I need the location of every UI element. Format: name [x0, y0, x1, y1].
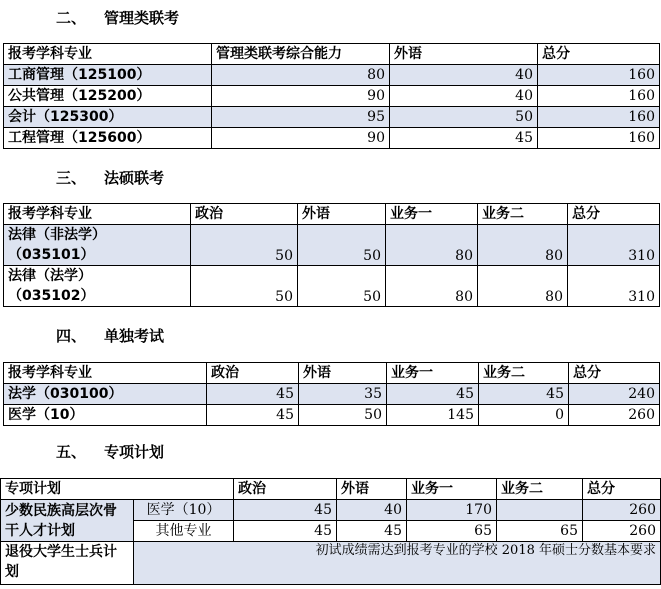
table-row — [1, 542, 661, 585]
col-header-subject-1: 业务一 — [387, 363, 479, 384]
cell-foreign-language: 45 — [390, 128, 538, 149]
col-header-subject-2: 业务二 — [497, 479, 583, 500]
cell-foreign-language: 45 — [337, 521, 407, 542]
cell-total: 160 — [538, 107, 660, 128]
col-header-subject-1: 业务一 — [407, 479, 497, 500]
row-label: 法学（030100） — [4, 384, 207, 405]
col-header-foreign-language: 外语 — [390, 44, 538, 65]
table-row — [4, 86, 660, 107]
col-header-politics: 政治 — [207, 363, 299, 384]
cell-foreign-language: 35 — [299, 384, 387, 405]
section-3-title: 法硕联考 — [104, 169, 165, 187]
cell-subject-2: 80 — [478, 225, 568, 266]
col-header-major: 报考学科专业 — [4, 204, 191, 225]
veteran-plan-note: 初试成绩需达到报考专业的学校 2018 年硕士分数基本要求 — [134, 542, 661, 585]
cell-total: 260 — [583, 500, 661, 521]
col-header-total: 总分 — [568, 204, 660, 225]
cell-subject-2: 65 — [497, 521, 583, 542]
cell-total: 160 — [538, 86, 660, 107]
cell-comprehensive: 90 — [212, 128, 390, 149]
cell-subject-2 — [497, 500, 583, 521]
row-label-minority-plan: 少数民族高层次骨干人才计划 — [1, 500, 134, 542]
section-3-heading — [56, 167, 164, 188]
row-label — [4, 266, 191, 307]
cell-subject-1: 80 — [386, 266, 478, 307]
table-special-plans — [0, 478, 661, 585]
col-header-total: 总分 — [538, 44, 660, 65]
table-row — [1, 500, 661, 521]
cell-subject-1: 170 — [407, 500, 497, 521]
row-label: 工程管理（125600） — [4, 128, 212, 149]
table-management-exam — [3, 43, 660, 149]
cell-comprehensive: 80 — [212, 65, 390, 86]
cell-foreign-language: 50 — [298, 225, 386, 266]
section-4-heading — [56, 325, 164, 346]
cell-total: 310 — [568, 266, 660, 307]
col-header-politics: 政治 — [191, 204, 298, 225]
col-header-politics: 政治 — [234, 479, 337, 500]
section-4-number: 四、 — [56, 327, 87, 345]
row-sublabel: 医学（10） — [134, 500, 234, 521]
col-header-foreign-language: 外语 — [299, 363, 387, 384]
cell-politics: 45 — [207, 405, 299, 426]
col-header-subject-1: 业务一 — [386, 204, 478, 225]
col-header-foreign-language: 外语 — [337, 479, 407, 500]
cell-foreign-language: 50 — [298, 266, 386, 307]
section-5-number: 五、 — [56, 443, 87, 461]
cell-politics: 50 — [191, 266, 298, 307]
cell-politics: 50 — [191, 225, 298, 266]
cell-foreign-language: 40 — [390, 86, 538, 107]
table-row — [4, 65, 660, 86]
table-row — [4, 384, 660, 405]
col-header-subject-2: 业务二 — [479, 363, 569, 384]
table-law-exam — [3, 203, 660, 307]
col-header-major: 报考学科专业 — [4, 363, 207, 384]
cell-subject-1: 145 — [387, 405, 479, 426]
table-header-row — [4, 44, 660, 65]
row-label: 医学（10） — [4, 405, 207, 426]
cell-total: 240 — [569, 384, 660, 405]
section-4-title: 单独考试 — [104, 327, 165, 345]
cell-politics: 45 — [207, 384, 299, 405]
cell-foreign-language: 40 — [337, 500, 407, 521]
row-label: 会计（125300） — [4, 107, 212, 128]
col-header-total: 总分 — [583, 479, 661, 500]
cell-subject-2: 45 — [479, 384, 569, 405]
section-3-number: 三、 — [56, 169, 87, 187]
row-label-line-2: （035102） — [8, 288, 95, 304]
table-header-row — [1, 479, 661, 500]
cell-foreign-language: 50 — [299, 405, 387, 426]
table-independent-exam — [3, 362, 660, 426]
section-5-heading — [56, 441, 164, 462]
cell-total: 260 — [583, 521, 661, 542]
section-5-title: 专项计划 — [104, 443, 165, 461]
col-header-major: 报考学科专业 — [4, 44, 212, 65]
cell-total: 310 — [568, 225, 660, 266]
row-label-line-1: 法律（法学） — [8, 268, 92, 284]
row-label: 工商管理（125100） — [4, 65, 212, 86]
cell-subject-2: 0 — [479, 405, 569, 426]
row-label-line-1: 法律（非法学） — [8, 227, 106, 243]
cell-total: 160 — [538, 65, 660, 86]
cell-foreign-language: 40 — [390, 65, 538, 86]
table-header-row — [4, 363, 660, 384]
table-row — [4, 225, 660, 266]
cell-subject-2: 80 — [478, 266, 568, 307]
cell-comprehensive: 90 — [212, 86, 390, 107]
cell-subject-1: 80 — [386, 225, 478, 266]
row-label: 公共管理（125200） — [4, 86, 212, 107]
row-label-line-2: （035101） — [8, 247, 95, 263]
col-header-plan: 专项计划 — [1, 479, 234, 500]
table-row — [4, 405, 660, 426]
col-header-total: 总分 — [569, 363, 660, 384]
col-header-subject-2: 业务二 — [478, 204, 568, 225]
col-header-foreign-language: 外语 — [298, 204, 386, 225]
cell-comprehensive: 95 — [212, 107, 390, 128]
col-header-comprehensive: 管理类联考综合能力 — [212, 44, 390, 65]
table-row — [4, 128, 660, 149]
table-row — [4, 107, 660, 128]
table-header-row — [4, 204, 660, 225]
row-label-veteran-plan: 退役大学生士兵计划 — [1, 542, 134, 585]
cell-total: 160 — [538, 128, 660, 149]
row-sublabel: 其他专业 — [134, 521, 234, 542]
cell-foreign-language: 50 — [390, 107, 538, 128]
section-2-number: 二、 — [56, 9, 87, 27]
cell-politics: 45 — [234, 521, 337, 542]
section-2-title: 管理类联考 — [104, 9, 180, 27]
cell-subject-1: 65 — [407, 521, 497, 542]
section-2-heading — [56, 7, 179, 28]
cell-subject-1: 45 — [387, 384, 479, 405]
row-label — [4, 225, 191, 266]
cell-total: 260 — [569, 405, 660, 426]
table-row — [4, 266, 660, 307]
cell-politics: 45 — [234, 500, 337, 521]
